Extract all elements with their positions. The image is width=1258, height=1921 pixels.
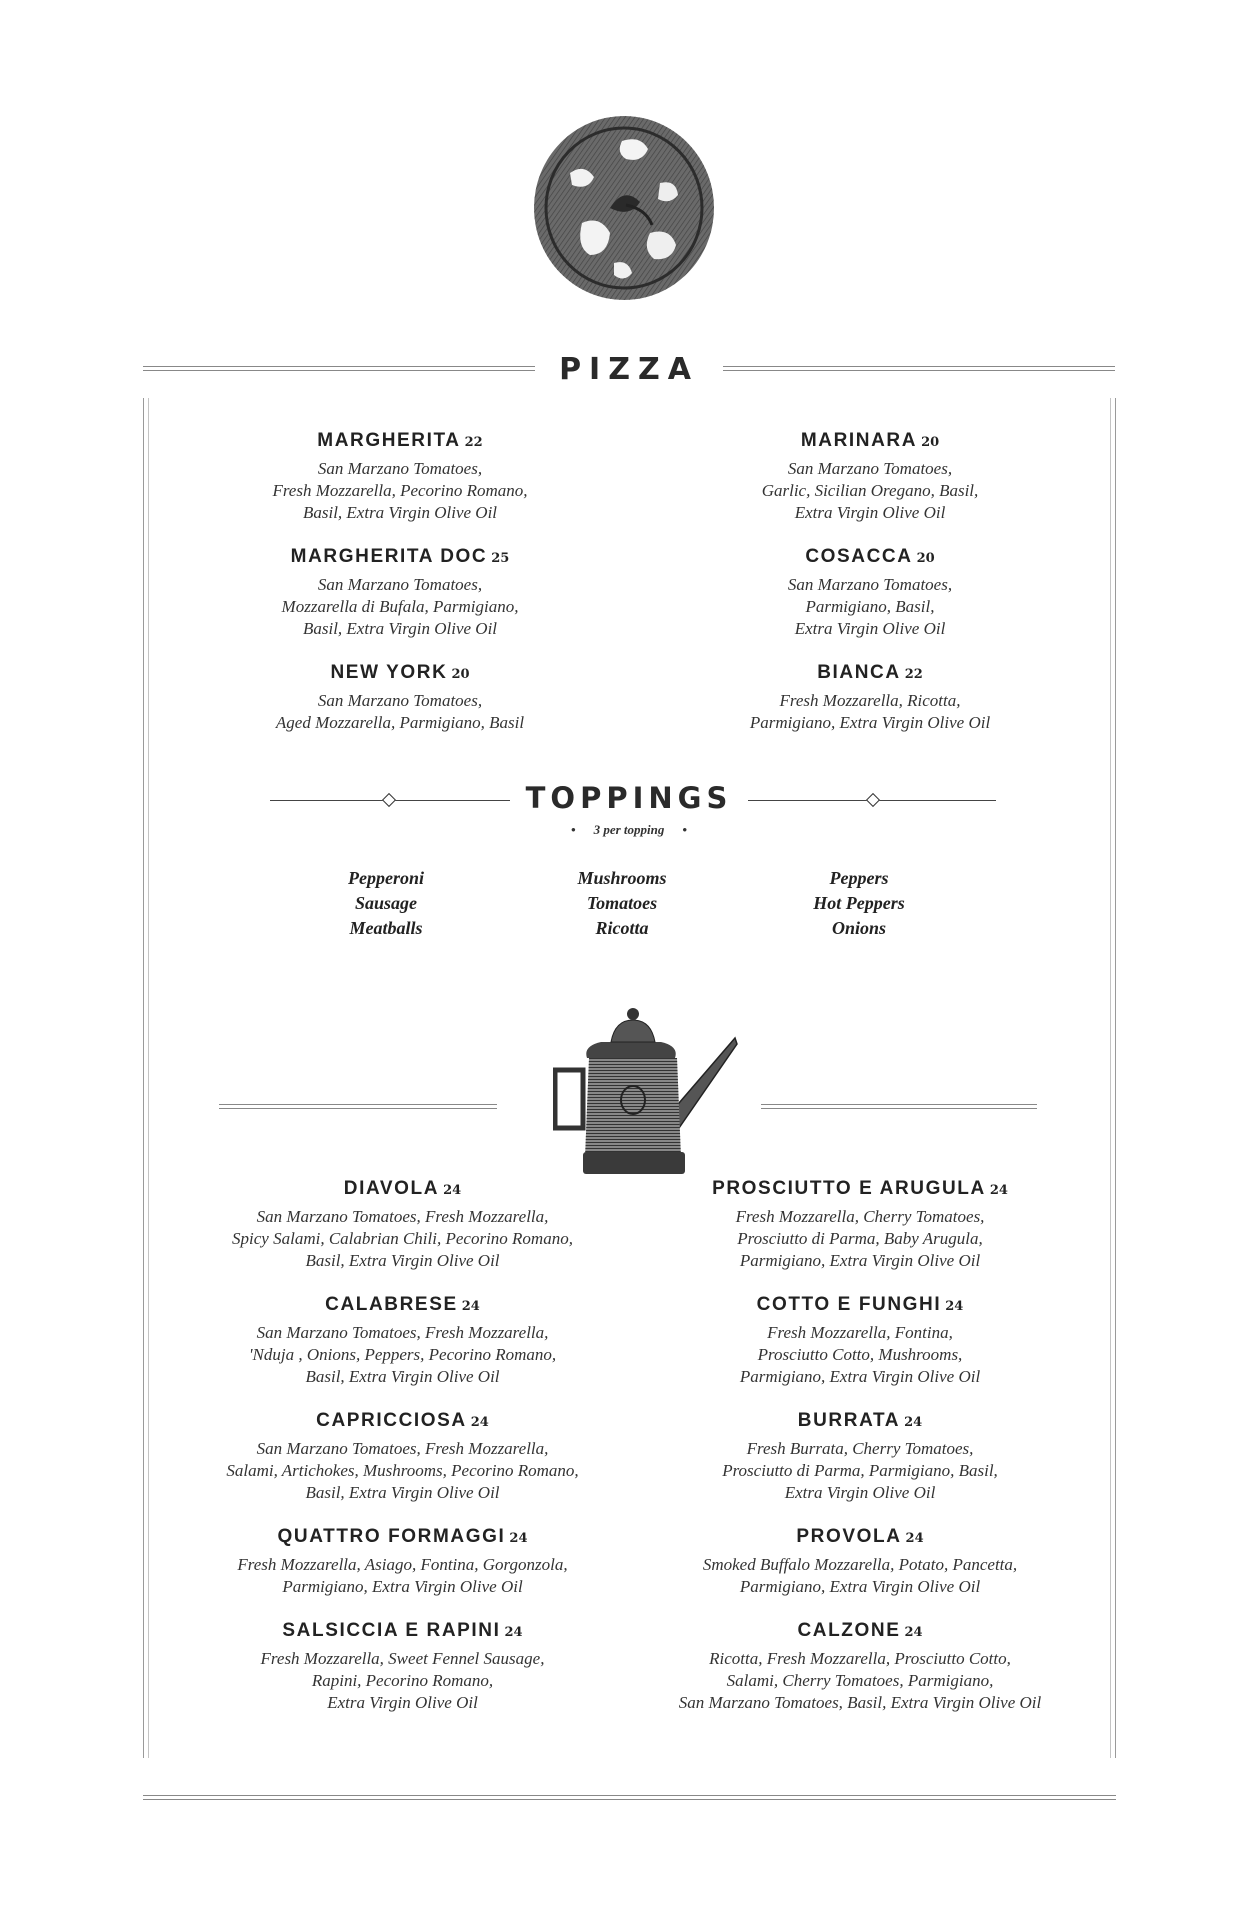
description-line: Extra Virgin Olive Oil (794, 503, 946, 522)
item-name: MARINARA (800, 430, 918, 451)
menu-item (700, 544, 1040, 640)
topping: Onions (831, 918, 887, 938)
olive-oil-can-illustration-icon (553, 1000, 739, 1180)
description-line: Salami, Cherry Tomatoes, Parmigiano, (726, 1671, 994, 1690)
description-line: San Marzano Tomatoes, (317, 691, 483, 710)
description-line: Prosciutto Cotto, Mushrooms, (757, 1345, 963, 1364)
item-price: 22 (904, 667, 923, 682)
item-name: CALABRESE (325, 1294, 458, 1315)
item-price: 24 (461, 1299, 480, 1314)
item-description (650, 1206, 1070, 1272)
item-name: SALSICCIA E RAPINI (282, 1620, 501, 1641)
description-line: San Marzano Tomatoes, Basil, Extra Virgin Olive Oil (678, 1693, 1042, 1712)
frame-right-line-inner (1110, 398, 1111, 1758)
item-price: 22 (464, 435, 483, 450)
description-line: San Marzano Tomatoes, Fresh Mozzarella, (256, 1439, 549, 1458)
description-line: Fresh Mozzarella, Fontina, (767, 1323, 953, 1342)
description-line: Prosciutto di Parma, Baby Arugula, (737, 1229, 983, 1248)
description-line: Prosciutto di Parma, Parmigiano, Basil, (722, 1461, 998, 1480)
item-name: NEW YORK (330, 662, 448, 683)
description-line: Extra Virgin Olive Oil (794, 619, 946, 638)
item-description (700, 574, 1040, 640)
frame-left-line (143, 398, 144, 1758)
item-price: 24 (443, 1183, 462, 1198)
specialty-rule-left (219, 1104, 497, 1109)
description-line: Basil, Extra Virgin Olive Oil (305, 1483, 500, 1502)
menu-item (650, 1618, 1070, 1714)
topping: Hot Peppers (813, 893, 905, 913)
description-line: Basil, Extra Virgin Olive Oil (302, 619, 498, 638)
item-name: DIAVOLA (343, 1178, 440, 1199)
topping: Ricotta (595, 918, 649, 938)
description-line: Spicy Salami, Calabrian Chili, Pecorino Romano, (232, 1229, 573, 1248)
item-description (650, 1438, 1070, 1504)
item-name: CALZONE (797, 1620, 901, 1641)
item-price: 24 (904, 1625, 923, 1640)
specialty-left-column (200, 1176, 605, 1714)
menu-item (200, 1524, 605, 1598)
item-description (200, 1206, 605, 1272)
description-line: San Marzano Tomatoes, (787, 575, 953, 594)
item-description (230, 690, 570, 734)
item-name: BIANCA (817, 662, 901, 683)
toppings-price-note: 3 per topping (593, 822, 665, 837)
description-line: Mozzarella di Bufala, Parmigiano, (281, 597, 519, 616)
item-description (650, 1554, 1070, 1598)
description-line: Extra Virgin Olive Oil (784, 1483, 936, 1502)
item-description (200, 1322, 605, 1388)
topping: Tomatoes (586, 893, 658, 913)
frame-left-line-inner (148, 398, 149, 1758)
description-line: 'Nduja , Onions, Peppers, Pecorino Romano, (248, 1345, 557, 1364)
menu-item (200, 1618, 605, 1714)
menu-item (200, 1292, 605, 1388)
description-line: Fresh Mozzarella, Cherry Tomatoes, (735, 1207, 985, 1226)
description-line: Parmigiano, Extra Virgin Olive Oil (739, 1577, 981, 1596)
menu-item (230, 428, 570, 524)
menu-item (650, 1408, 1070, 1504)
description-line: Smoked Buffalo Mozzarella, Potato, Pancetta, (702, 1555, 1018, 1574)
pizza-left-column (230, 428, 570, 734)
menu-item (700, 428, 1040, 524)
menu-item (650, 1176, 1070, 1272)
toppings-column (759, 866, 959, 941)
item-price: 24 (989, 1183, 1008, 1198)
item-description (230, 574, 570, 640)
menu-item (650, 1292, 1070, 1388)
menu-item (230, 544, 570, 640)
frame-right-line (1115, 398, 1116, 1758)
description-line: Parmigiano, Extra Virgin Olive Oil (739, 1367, 981, 1386)
description-line: Salami, Artichokes, Mushrooms, Pecorino Romano, (226, 1461, 579, 1480)
item-description (230, 458, 570, 524)
item-name: MARGHERITA DOC (290, 546, 488, 567)
description-line: Fresh Burrata, Cherry Tomatoes, (746, 1439, 974, 1458)
item-description (200, 1554, 605, 1598)
description-line: San Marzano Tomatoes, (317, 459, 483, 478)
toppings-column (522, 866, 722, 941)
description-line: Extra Virgin Olive Oil (327, 1693, 478, 1712)
description-line: Parmigiano, Extra Virgin Olive Oil (739, 1251, 981, 1270)
description-line: San Marzano Tomatoes, Fresh Mozzarella, (256, 1323, 549, 1342)
description-line: Rapini, Pecorino Romano, (311, 1671, 494, 1690)
topping: Pepperoni (348, 868, 424, 888)
toppings-note (0, 820, 1258, 840)
item-price: 24 (504, 1625, 523, 1640)
toppings-column (286, 866, 486, 941)
item-price: 24 (905, 1531, 924, 1546)
description-line: Basil, Extra Virgin Olive Oil (305, 1251, 500, 1270)
pizza-illustration-icon (530, 113, 718, 303)
description-line: Fresh Mozzarella, Asiago, Fontina, Gorgonzola, (237, 1555, 568, 1574)
topping: Peppers (829, 868, 889, 888)
item-description (700, 458, 1040, 524)
description-line: San Marzano Tomatoes, Fresh Mozzarella, (256, 1207, 549, 1226)
menu-item (700, 660, 1040, 734)
topping: Sausage (354, 893, 417, 913)
bullet-icon: • (571, 822, 576, 837)
description-line: Parmigiano, Extra Virgin Olive Oil (749, 713, 991, 732)
item-name: PROVOLA (796, 1526, 902, 1547)
item-price: 20 (916, 551, 935, 566)
item-price: 24 (945, 1299, 964, 1314)
item-name: QUATTRO FORMAGGI (277, 1526, 506, 1547)
menu-item (200, 1408, 605, 1504)
description-line: San Marzano Tomatoes, (317, 575, 483, 594)
frame-bottom-rule (143, 1795, 1116, 1800)
item-price: 20 (451, 667, 470, 682)
menu-item (230, 660, 570, 734)
description-line: San Marzano Tomatoes, (787, 459, 953, 478)
item-price: 25 (491, 551, 510, 566)
item-name: BURRATA (797, 1410, 901, 1431)
menu-item (650, 1524, 1070, 1598)
item-name: COSACCA (805, 546, 913, 567)
bullet-icon: • (682, 822, 687, 837)
item-description (700, 690, 1040, 734)
toppings-section-title: TOPPINGS (525, 781, 733, 815)
description-line: Fresh Mozzarella, Pecorino Romano, (272, 481, 528, 500)
topping: Mushrooms (577, 868, 667, 888)
description-line: Fresh Mozzarella, Sweet Fennel Sausage, (260, 1649, 545, 1668)
specialty-rule-right (761, 1104, 1037, 1109)
description-line: Aged Mozzarella, Parmigiano, Basil (275, 713, 525, 732)
specialty-right-column (650, 1176, 1070, 1714)
item-name: CAPRICCIOSA (316, 1410, 467, 1431)
description-line: Parmigiano, Basil, (805, 597, 935, 616)
item-description (650, 1322, 1070, 1388)
item-name: MARGHERITA (317, 430, 461, 451)
item-name: PROSCIUTTO E ARUGULA (712, 1178, 986, 1199)
item-price: 24 (470, 1415, 489, 1430)
description-line: Ricotta, Fresh Mozzarella, Prosciutto Cotto, (709, 1649, 1011, 1668)
pizza-section-title: PIZZA (559, 352, 699, 387)
item-name: COTTO E FUNGHI (756, 1294, 942, 1315)
item-description (200, 1648, 605, 1714)
description-line: Basil, Extra Virgin Olive Oil (302, 503, 498, 522)
topping: Meatballs (349, 918, 423, 938)
item-price: 24 (509, 1531, 528, 1546)
item-price: 20 (921, 435, 940, 450)
menu-item (200, 1176, 605, 1272)
description-line: Basil, Extra Virgin Olive Oil (305, 1367, 500, 1386)
pizza-right-column (700, 428, 1040, 734)
item-description (650, 1648, 1070, 1714)
item-description (200, 1438, 605, 1504)
item-price: 24 (904, 1415, 923, 1430)
description-line: Fresh Mozzarella, Ricotta, (779, 691, 961, 710)
description-line: Parmigiano, Extra Virgin Olive Oil (282, 1577, 523, 1596)
description-line: Garlic, Sicilian Oregano, Basil, (761, 481, 979, 500)
